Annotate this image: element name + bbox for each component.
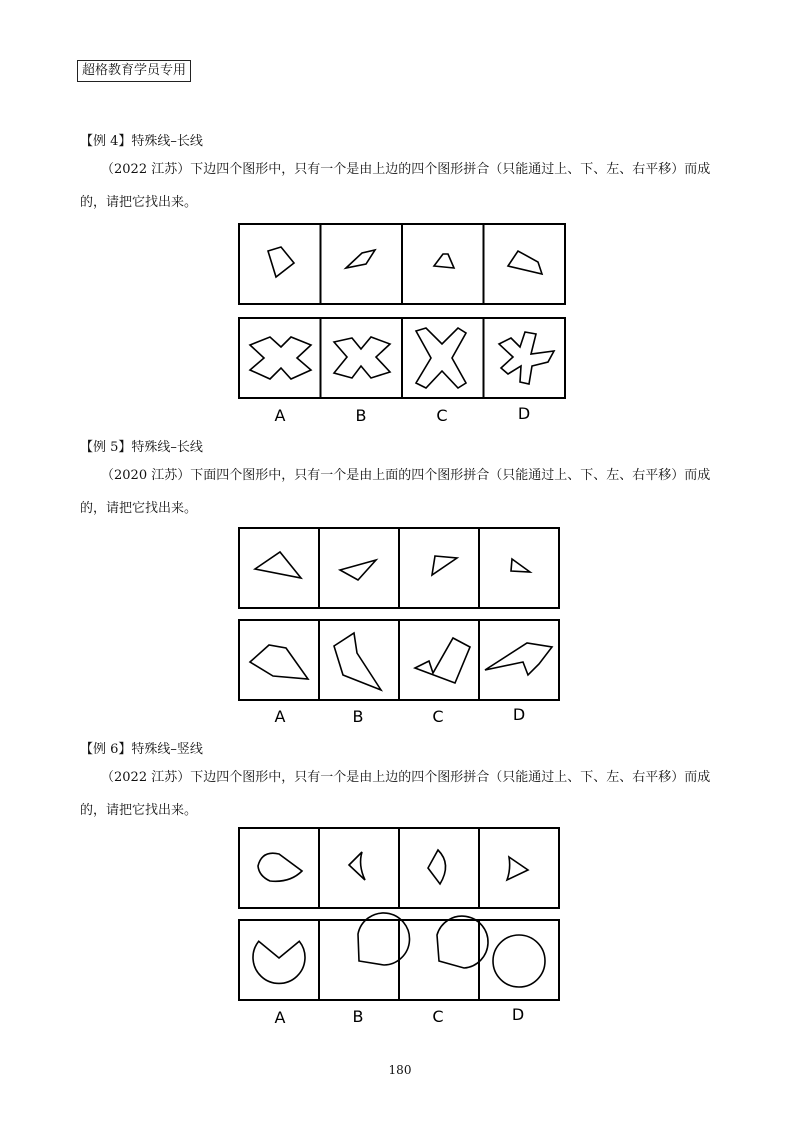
example-6-question-line2: 的，请把它找出来。 (80, 803, 198, 818)
example-5-option-B-shape (334, 633, 381, 690)
example-5-figure (239, 528, 559, 700)
example-4-heading: 【例 4】特殊线–长线 (80, 134, 203, 149)
example-5-option-label-D: D (512, 705, 526, 724)
example-6-option-label-C: C (432, 1007, 444, 1026)
example-6-option-D-shape (493, 935, 545, 987)
example-4-option-B-shape (334, 337, 390, 378)
example-4-piece-2 (346, 250, 375, 268)
example-4-option-label-A: A (274, 406, 286, 425)
example-5-option-label-B: B (352, 707, 364, 726)
example-5-option-label-C: C (432, 707, 444, 726)
example-5-piece-3 (432, 556, 457, 575)
example-6-option-label-B: B (352, 1007, 364, 1026)
example-6-figure (239, 828, 559, 1000)
example-6-piece-1 (258, 853, 302, 881)
example-6-piece-2 (349, 852, 365, 880)
example-6-question-line1: （2022 江苏）下边四个图形中，只有一个是由上边的四个图形拼合（只能通过上、下、左、右平移）而成 (101, 770, 711, 785)
example-6-piece-3 (428, 850, 446, 884)
example-5-option-label-A: A (274, 707, 286, 726)
example-4-question-line1: （2022 江苏）下边四个图形中，只有一个是由上边的四个图形拼合（只能通过上、下、左、右平移）而成 (101, 162, 711, 177)
page-number: 180 (388, 1063, 412, 1077)
example-4-piece-3 (434, 254, 454, 268)
example-5-option-A-shape (250, 645, 308, 679)
example-4-option-C-shape (416, 328, 466, 388)
example-4-question-line2: 的，请把它找出来。 (80, 195, 198, 210)
example-4-figure (239, 224, 565, 398)
example-6-option-label-D: D (511, 1005, 525, 1024)
example-5-question-line1: （2020 江苏）下面四个图形中，只有一个是由上面的四个图形拼合（只能通过上、下、左、右平移）而成 (101, 468, 711, 483)
example-5-heading: 【例 5】特殊线–长线 (80, 440, 203, 455)
example-6-piece-4 (507, 857, 528, 880)
example-4-option-A-shape (250, 337, 311, 379)
example-5-piece-1 (255, 552, 301, 578)
header-stamp: 超格教育学员专用 (77, 60, 191, 82)
example-4-piece-1 (268, 247, 294, 277)
example-6-option-C-shape (437, 916, 488, 968)
example-5-question-line2: 的，请把它找出来。 (80, 501, 198, 516)
example-6-option-A-shape (253, 941, 305, 983)
example-4-option-label-B: B (355, 406, 367, 425)
example-4-option-label-D: D (517, 404, 531, 423)
example-4-option-label-C: C (436, 406, 448, 425)
example-5-option-C-shape (415, 638, 470, 683)
example-4-piece-4 (508, 251, 542, 274)
example-6-heading: 【例 6】特殊线–竖线 (80, 742, 203, 757)
example-4-option-D-shape (499, 332, 554, 384)
example-5-piece-4 (511, 559, 530, 572)
example-5-option-D-shape (485, 643, 552, 675)
example-6-option-label-A: A (274, 1008, 286, 1027)
example-5-piece-2 (340, 560, 376, 580)
